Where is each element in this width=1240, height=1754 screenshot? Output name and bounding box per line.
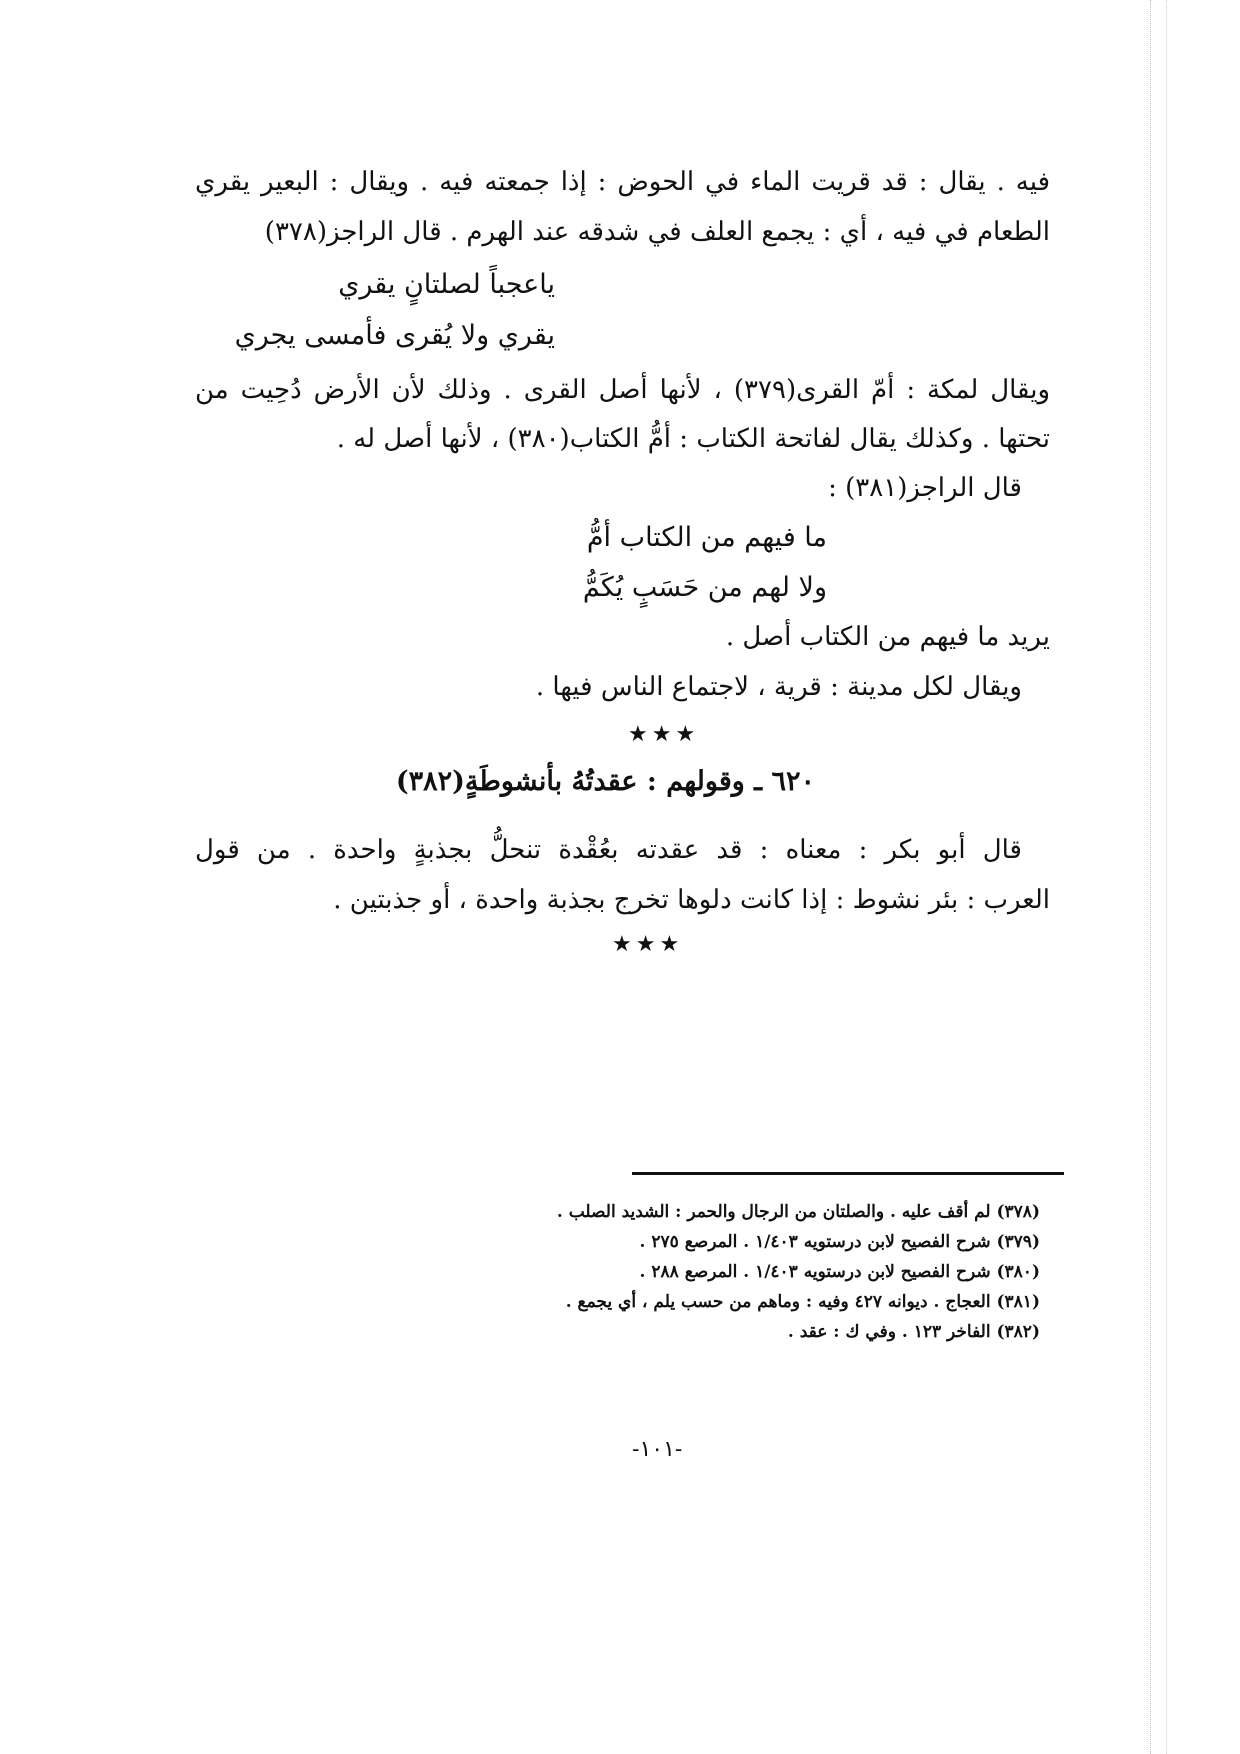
body-line-2: الطعام في فيه ، أي : يجمع العلف في شدقه عند الهرم . قال الراجز(٣٧٨)	[264, 217, 1050, 247]
separator-stars: ★★★	[628, 722, 700, 747]
verse-2-line-1: ما فيهم من الكتاب أمُّ	[586, 522, 827, 553]
verse-1-line-2: يقري ولا يُقرى فأمسى يجري	[234, 320, 555, 351]
scan-edge-line	[1150, 0, 1151, 1754]
body-line-3: ويقال لمكة : أمّ القرى(٣٧٩) ، لأنها أصل القرى . وذلك لأن الأرض دُحِيت من	[195, 375, 1050, 405]
footnote-378: (٣٧٨) لم أقف عليه . والصلتان من الرجال والحمر : الشديد الصلب .	[556, 1202, 1040, 1222]
footnote-380: (٣٨٠) شرح الفصيح لابن درستويه ١/٤٠٣ . المرصع ٢٨٨ .	[639, 1262, 1040, 1282]
verse-2-line-2: ولا لهم من حَسَبٍ يُكَمُّ	[582, 572, 827, 603]
separator-stars-end: ★★★	[612, 932, 684, 957]
body-line-8: العرب : بئر نشوط : إذا كانت دلوها تخرج بجذبة واحدة ، أو جذبتين .	[333, 885, 1050, 915]
footnote-379: (٣٧٩) شرح الفصيح لابن درستويه ١/٤٠٣ . المرصع ٢٧٥ .	[639, 1232, 1040, 1252]
body-line-6: ويقال لكل مدينة : قرية ، لاجتماع الناس فيها .	[535, 672, 1022, 702]
body-line-7: قال أبو بكر : معناه : قد عقدته بعُقْدة تنحلُّ بجذبةٍ واحدة . من قول	[195, 835, 1022, 865]
body-line-1: فيه . يقال : قد قريت الماء في الحوض : إذا جمعته فيه . ويقال : البعير يقري	[195, 167, 1050, 197]
page-number: -١٠١-	[632, 1437, 683, 1462]
scan-edge-line-inner	[1166, 0, 1167, 1754]
rajiz-intro: قال الراجز(٣٨١) :	[828, 473, 1022, 503]
body-line-5: يريد ما فيهم من الكتاب أصل .	[725, 622, 1050, 652]
body-line-4: تحتها . وكذلك يقال لفاتحة الكتاب : أمُّ الكتاب(٣٨٠) ، لأنها أصل له .	[336, 424, 1050, 454]
verse-1-line-1: ياعجباً لصلتانٍ يقري	[338, 269, 555, 300]
section-heading: ٦٢٠ ـ وقولهم : عقدتُهُ بأنشوطَةٍ(٣٨٢)	[395, 766, 815, 797]
footnote-381: (٣٨١) العجاج . ديوانه ٤٢٧ وفيه : وماهم من حسب يلم ، أي يجمع .	[565, 1292, 1040, 1312]
footnote-rule	[632, 1172, 1064, 1175]
footnote-382: (٣٨٢) الفاخر ١٢٣ . وفي ك : عقد .	[787, 1322, 1040, 1342]
